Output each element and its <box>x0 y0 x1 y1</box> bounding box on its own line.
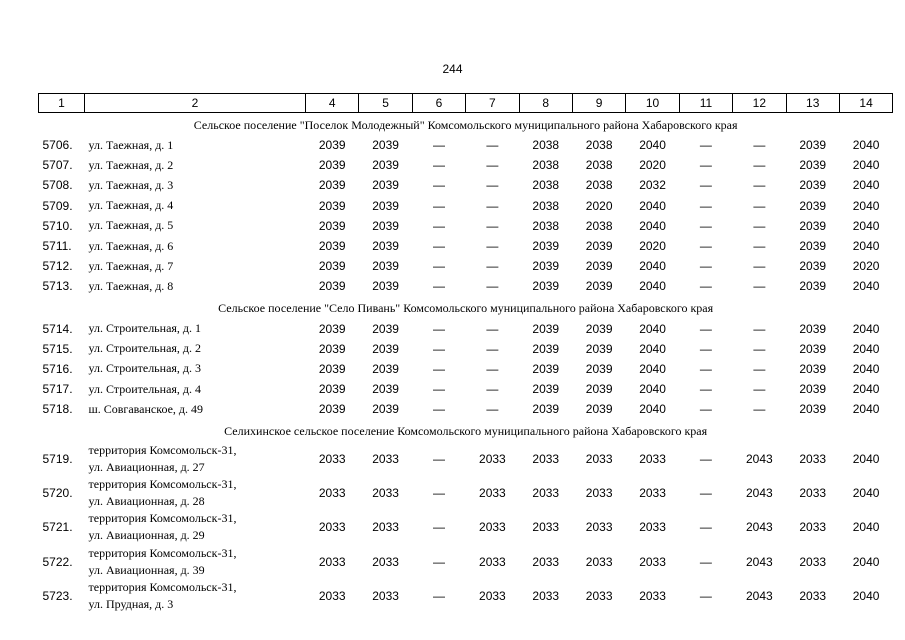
address-line: ул. Таежная, д. 4 <box>88 198 174 213</box>
address-line: территория Комсомольск-31, <box>88 511 237 526</box>
address-cell <box>85 359 306 379</box>
year-cell: 2040 <box>639 382 666 397</box>
year-cell: — <box>432 178 445 193</box>
year-cell: — <box>699 554 712 569</box>
address-cell <box>85 545 306 579</box>
table-row <box>39 545 893 579</box>
column-header: 7 <box>466 94 519 113</box>
year-cell: 2040 <box>639 138 666 153</box>
year-cell: — <box>699 341 712 356</box>
year-cell: — <box>699 279 712 294</box>
registry-table <box>38 93 893 613</box>
year-cell: 2020 <box>852 259 880 274</box>
year-cell: — <box>432 259 445 274</box>
column-header: 5 <box>359 94 412 113</box>
year-cell: — <box>753 198 766 213</box>
row-number: 5717. <box>42 382 73 397</box>
year-cell: 2038 <box>532 138 560 153</box>
year-cell: 2033 <box>585 554 613 569</box>
year-cell: 2033 <box>799 486 827 501</box>
address-line: ул. Строительная, д. 3 <box>88 361 202 376</box>
year-cell: 2033 <box>532 486 560 501</box>
year-cell: 2020 <box>639 239 666 254</box>
year-cell: 2039 <box>372 321 399 336</box>
year-cell: 2040 <box>639 259 666 274</box>
year-cell: — <box>699 361 712 376</box>
year-cell: — <box>486 198 499 213</box>
address-line: ул. Авиационная, д. 28 <box>88 494 205 509</box>
year-cell: 2039 <box>585 279 613 294</box>
row-number: 5714. <box>42 321 73 336</box>
year-cell: — <box>699 198 712 213</box>
year-cell: 2039 <box>799 402 827 417</box>
year-cell: 2033 <box>585 486 613 501</box>
year-cell: 2039 <box>372 158 399 173</box>
table-row <box>39 276 893 296</box>
address-cell <box>85 236 306 256</box>
address-cell <box>85 155 306 175</box>
table-row <box>39 216 893 236</box>
table-row <box>39 319 893 339</box>
table-row <box>39 579 893 613</box>
year-cell: — <box>699 239 712 254</box>
address-line: ул. Прудная, д. 3 <box>88 597 174 612</box>
year-cell: — <box>753 361 766 376</box>
year-cell: 2038 <box>532 218 560 233</box>
year-cell: 2039 <box>372 279 399 294</box>
year-cell: 2033 <box>318 451 346 466</box>
year-cell: 2039 <box>799 158 827 173</box>
year-cell: 2038 <box>532 178 560 193</box>
row-number: 5713. <box>42 279 73 294</box>
year-cell: 2039 <box>318 158 346 173</box>
year-cell: 2039 <box>372 361 399 376</box>
year-cell: 2039 <box>318 218 346 233</box>
year-cell: — <box>699 382 712 397</box>
year-cell: — <box>699 218 712 233</box>
year-cell: — <box>753 279 766 294</box>
year-cell: 2039 <box>372 138 399 153</box>
table-row <box>39 256 893 276</box>
address-cell <box>85 196 306 216</box>
year-cell: 2040 <box>852 218 880 233</box>
year-cell: 2039 <box>532 321 560 336</box>
year-cell: — <box>432 589 445 604</box>
year-cell: 2033 <box>585 520 613 535</box>
year-cell: 2039 <box>799 341 827 356</box>
year-cell: — <box>432 451 445 466</box>
year-cell: — <box>432 218 445 233</box>
year-cell: 2032 <box>639 178 666 193</box>
year-cell: 2039 <box>318 178 346 193</box>
table-row <box>39 175 893 195</box>
table-row <box>39 236 893 256</box>
year-cell: 2039 <box>318 279 346 294</box>
row-number: 5722. <box>42 554 73 569</box>
address-line: ул. Таежная, д. 1 <box>88 137 174 152</box>
row-number: 5709. <box>42 198 73 213</box>
year-cell: 2039 <box>799 239 827 254</box>
year-cell: 2039 <box>799 321 827 336</box>
table-row <box>39 196 893 216</box>
year-cell: 2039 <box>372 382 399 397</box>
year-cell: 2038 <box>532 158 560 173</box>
table-row <box>39 135 893 155</box>
year-cell: — <box>753 239 766 254</box>
year-cell: 2039 <box>585 321 613 336</box>
address-cell <box>85 175 306 195</box>
column-header: 12 <box>733 94 786 113</box>
address-cell <box>85 379 306 399</box>
row-number: 5723. <box>42 589 73 604</box>
year-cell: 2039 <box>372 259 399 274</box>
year-cell: 2033 <box>585 589 613 604</box>
year-cell: — <box>753 158 766 173</box>
year-cell: 2040 <box>852 158 880 173</box>
column-header: 8 <box>519 94 572 113</box>
year-cell: 2040 <box>852 198 880 213</box>
year-cell: 2040 <box>852 321 880 336</box>
row-number: 5708. <box>42 178 73 193</box>
year-cell: 2039 <box>799 259 827 274</box>
column-header: 10 <box>626 94 679 113</box>
year-cell: 2033 <box>479 520 506 535</box>
header-row <box>39 94 893 113</box>
year-cell: 2040 <box>852 178 880 193</box>
year-cell: 2039 <box>532 279 560 294</box>
column-header: 13 <box>786 94 839 113</box>
column-header: 6 <box>412 94 465 113</box>
year-cell: 2039 <box>799 382 827 397</box>
year-cell: 2033 <box>372 520 399 535</box>
section-title: Сельское поселение "Село Пивань" Комсомольского муниципального района Хабаровского края <box>218 301 714 315</box>
row-number: 5712. <box>42 259 73 274</box>
address-line: ул. Авиационная, д. 39 <box>88 562 205 577</box>
year-cell: 2039 <box>372 402 399 417</box>
year-cell: 2033 <box>479 589 506 604</box>
year-cell: — <box>753 402 766 417</box>
year-cell: 2039 <box>585 239 613 254</box>
table-row <box>39 339 893 359</box>
table-row <box>39 379 893 399</box>
year-cell: — <box>432 279 445 294</box>
year-cell: 2040 <box>852 279 880 294</box>
page-number: 244 <box>442 62 463 76</box>
address-line: ул. Таежная, д. 3 <box>88 177 174 192</box>
year-cell: 2039 <box>799 198 827 213</box>
year-cell: 2043 <box>745 554 773 569</box>
address-cell <box>85 476 306 510</box>
row-number: 5716. <box>42 361 73 376</box>
year-cell: 2039 <box>585 402 613 417</box>
year-cell: — <box>486 218 499 233</box>
year-cell: — <box>699 451 712 466</box>
year-cell: 2040 <box>852 589 880 604</box>
year-cell: 2033 <box>639 589 666 604</box>
year-cell: 2033 <box>479 486 506 501</box>
year-cell: 2039 <box>799 178 827 193</box>
year-cell: 2033 <box>318 486 346 501</box>
row-number: 5718. <box>42 402 73 417</box>
row-number: 5710. <box>42 218 73 233</box>
table-body <box>39 113 893 614</box>
year-cell: 2039 <box>372 341 399 356</box>
year-cell: — <box>753 259 766 274</box>
year-cell: 2040 <box>852 451 880 466</box>
year-cell: — <box>486 279 499 294</box>
year-cell: 2033 <box>532 520 560 535</box>
address-cell <box>85 135 306 155</box>
year-cell: 2038 <box>585 158 613 173</box>
address-cell <box>85 510 306 544</box>
year-cell: 2043 <box>745 486 773 501</box>
year-cell: — <box>432 554 445 569</box>
year-cell: — <box>486 321 499 336</box>
section-heading-row <box>39 113 893 136</box>
year-cell: — <box>432 239 445 254</box>
address-line: ш. Совгаванское, д. 49 <box>88 401 204 416</box>
table-header <box>39 94 893 113</box>
address-line: ул. Строительная, д. 4 <box>88 381 202 396</box>
year-cell: 2040 <box>852 402 880 417</box>
year-cell: 2033 <box>799 451 827 466</box>
year-cell: 2039 <box>532 361 560 376</box>
address-cell <box>85 216 306 236</box>
year-cell: 2040 <box>639 198 666 213</box>
year-cell: — <box>486 138 499 153</box>
address-cell <box>85 319 306 339</box>
address-cell <box>85 579 306 613</box>
year-cell: — <box>699 402 712 417</box>
year-cell: 2039 <box>532 402 560 417</box>
column-header: 9 <box>572 94 625 113</box>
column-header: 11 <box>679 94 732 113</box>
year-cell: 2039 <box>372 198 399 213</box>
address-line: ул. Строительная, д. 1 <box>88 321 202 336</box>
year-cell: 2043 <box>745 520 773 535</box>
year-cell: — <box>753 341 766 356</box>
year-cell: — <box>699 138 712 153</box>
year-cell: 2040 <box>852 361 880 376</box>
year-cell: — <box>753 178 766 193</box>
year-cell: — <box>486 402 499 417</box>
year-cell: — <box>699 520 712 535</box>
year-cell: 2033 <box>799 520 827 535</box>
address-line: ул. Авиационная, д. 29 <box>88 528 205 543</box>
address-line: территория Комсомольск-31, <box>88 545 237 560</box>
year-cell: 2039 <box>318 239 346 254</box>
year-cell: 2038 <box>585 218 613 233</box>
address-line: территория Комсомольск-31, <box>88 477 237 492</box>
year-cell: 2038 <box>585 178 613 193</box>
row-number: 5706. <box>42 138 73 153</box>
year-cell: — <box>432 138 445 153</box>
year-cell: 2033 <box>318 554 346 569</box>
year-cell: 2033 <box>532 451 560 466</box>
year-cell: 2020 <box>585 198 613 213</box>
year-cell: 2033 <box>318 589 346 604</box>
address-line: ул. Таежная, д. 8 <box>88 278 174 293</box>
year-cell: 2039 <box>585 259 613 274</box>
year-cell: — <box>753 321 766 336</box>
year-cell: 2039 <box>532 239 560 254</box>
table-row <box>39 155 893 175</box>
year-cell: — <box>432 198 445 213</box>
year-cell: — <box>432 382 445 397</box>
year-cell: 2040 <box>639 218 666 233</box>
year-cell: 2039 <box>799 361 827 376</box>
year-cell: 2039 <box>585 382 613 397</box>
year-cell: 2040 <box>852 239 880 254</box>
address-cell <box>85 256 306 276</box>
section-title: Сельское поселение "Поселок Молодежный" Комсомольского муниципального района Хабаровского края <box>193 117 738 132</box>
year-cell: 2033 <box>585 451 613 466</box>
year-cell: 2040 <box>639 361 666 376</box>
year-cell: 2039 <box>318 341 346 356</box>
year-cell: — <box>753 382 766 397</box>
year-cell: 2039 <box>799 279 827 294</box>
row-number: 5719. <box>42 451 73 466</box>
year-cell: 2033 <box>799 554 827 569</box>
year-cell: 2033 <box>372 589 399 604</box>
column-header: 1 <box>39 94 85 113</box>
year-cell: — <box>432 158 445 173</box>
year-cell: 2039 <box>372 178 399 193</box>
year-cell: — <box>699 321 712 336</box>
year-cell: 2039 <box>318 361 346 376</box>
year-cell: 2040 <box>639 279 666 294</box>
year-cell: 2040 <box>639 402 666 417</box>
section-heading-row <box>39 297 893 319</box>
year-cell: 2033 <box>639 451 666 466</box>
section-heading-row <box>39 419 893 441</box>
address-cell <box>85 339 306 359</box>
year-cell: — <box>486 158 499 173</box>
year-cell: 2040 <box>852 341 880 356</box>
year-cell: 2033 <box>372 451 399 466</box>
year-cell: 2039 <box>585 361 613 376</box>
year-cell: 2039 <box>372 239 399 254</box>
address-line: ул. Авиационная, д. 27 <box>88 459 205 474</box>
year-cell: 2040 <box>852 486 880 501</box>
year-cell: 2039 <box>585 341 613 356</box>
year-cell: 2039 <box>372 218 399 233</box>
table-row <box>39 510 893 544</box>
year-cell: 2039 <box>799 138 827 153</box>
table-row <box>39 441 893 475</box>
year-cell: — <box>432 402 445 417</box>
address-cell <box>85 441 306 475</box>
column-header: 2 <box>85 94 306 113</box>
year-cell: — <box>432 361 445 376</box>
year-cell: 2033 <box>479 451 506 466</box>
year-cell: 2033 <box>639 486 666 501</box>
year-cell: 2033 <box>639 554 666 569</box>
year-cell: — <box>753 218 766 233</box>
row-number: 5715. <box>42 341 73 356</box>
year-cell: 2040 <box>852 554 880 569</box>
year-cell: 2033 <box>479 554 506 569</box>
year-cell: 2040 <box>852 520 880 535</box>
year-cell: — <box>432 341 445 356</box>
year-cell: 2039 <box>318 259 346 274</box>
year-cell: — <box>486 361 499 376</box>
year-cell: — <box>486 239 499 254</box>
address-line: территория Комсомольск-31, <box>88 580 237 595</box>
row-number: 5707. <box>42 158 73 173</box>
year-cell: — <box>699 178 712 193</box>
year-cell: 2033 <box>532 554 560 569</box>
row-number: 5720. <box>42 486 73 501</box>
address-line: ул. Таежная, д. 2 <box>88 157 174 172</box>
year-cell: — <box>486 382 499 397</box>
year-cell: 2039 <box>318 138 346 153</box>
row-number: 5721. <box>42 520 73 535</box>
year-cell: 2040 <box>639 321 666 336</box>
year-cell: 2033 <box>639 520 666 535</box>
year-cell: 2033 <box>372 554 399 569</box>
column-header: 4 <box>306 94 359 113</box>
year-cell: 2038 <box>585 138 613 153</box>
table-row <box>39 359 893 379</box>
year-cell: 2039 <box>532 259 560 274</box>
address-cell <box>85 276 306 296</box>
address-line: территория Комсомольск-31, <box>88 442 237 457</box>
year-cell: 2039 <box>318 402 346 417</box>
year-cell: 2033 <box>318 520 346 535</box>
address-line: ул. Строительная, д. 2 <box>88 341 202 356</box>
year-cell: 2040 <box>852 382 880 397</box>
year-cell: — <box>432 321 445 336</box>
table-row <box>39 476 893 510</box>
year-cell: 2039 <box>532 341 560 356</box>
year-cell: — <box>699 259 712 274</box>
year-cell: — <box>699 158 712 173</box>
row-number: 5711. <box>42 239 72 254</box>
year-cell: — <box>699 486 712 501</box>
table-row <box>39 399 893 419</box>
address-line: ул. Таежная, д. 7 <box>88 258 174 273</box>
address-line: ул. Таежная, д. 6 <box>88 238 174 253</box>
year-cell: 2020 <box>639 158 666 173</box>
year-cell: — <box>432 520 445 535</box>
section-title: Селихинское сельское поселение Комсомольского муниципального района Хабаровского края <box>224 423 708 438</box>
year-cell: — <box>486 341 499 356</box>
year-cell: 2039 <box>318 198 346 213</box>
year-cell: — <box>432 486 445 501</box>
year-cell: 2039 <box>799 218 827 233</box>
year-cell: 2033 <box>372 486 399 501</box>
year-cell: — <box>486 178 499 193</box>
year-cell: 2039 <box>318 321 346 336</box>
year-cell: 2040 <box>639 341 666 356</box>
year-cell: 2043 <box>745 589 773 604</box>
year-cell: 2033 <box>799 589 827 604</box>
year-cell: — <box>753 138 766 153</box>
year-cell: — <box>699 589 712 604</box>
year-cell: 2043 <box>745 451 773 466</box>
address-cell <box>85 399 306 419</box>
address-line: ул. Таежная, д. 5 <box>88 218 174 233</box>
year-cell: 2038 <box>532 198 560 213</box>
column-header: 14 <box>839 94 892 113</box>
year-cell: 2039 <box>532 382 560 397</box>
year-cell: — <box>486 259 499 274</box>
year-cell: 2039 <box>318 382 346 397</box>
year-cell: 2040 <box>852 138 880 153</box>
year-cell: 2033 <box>532 589 560 604</box>
